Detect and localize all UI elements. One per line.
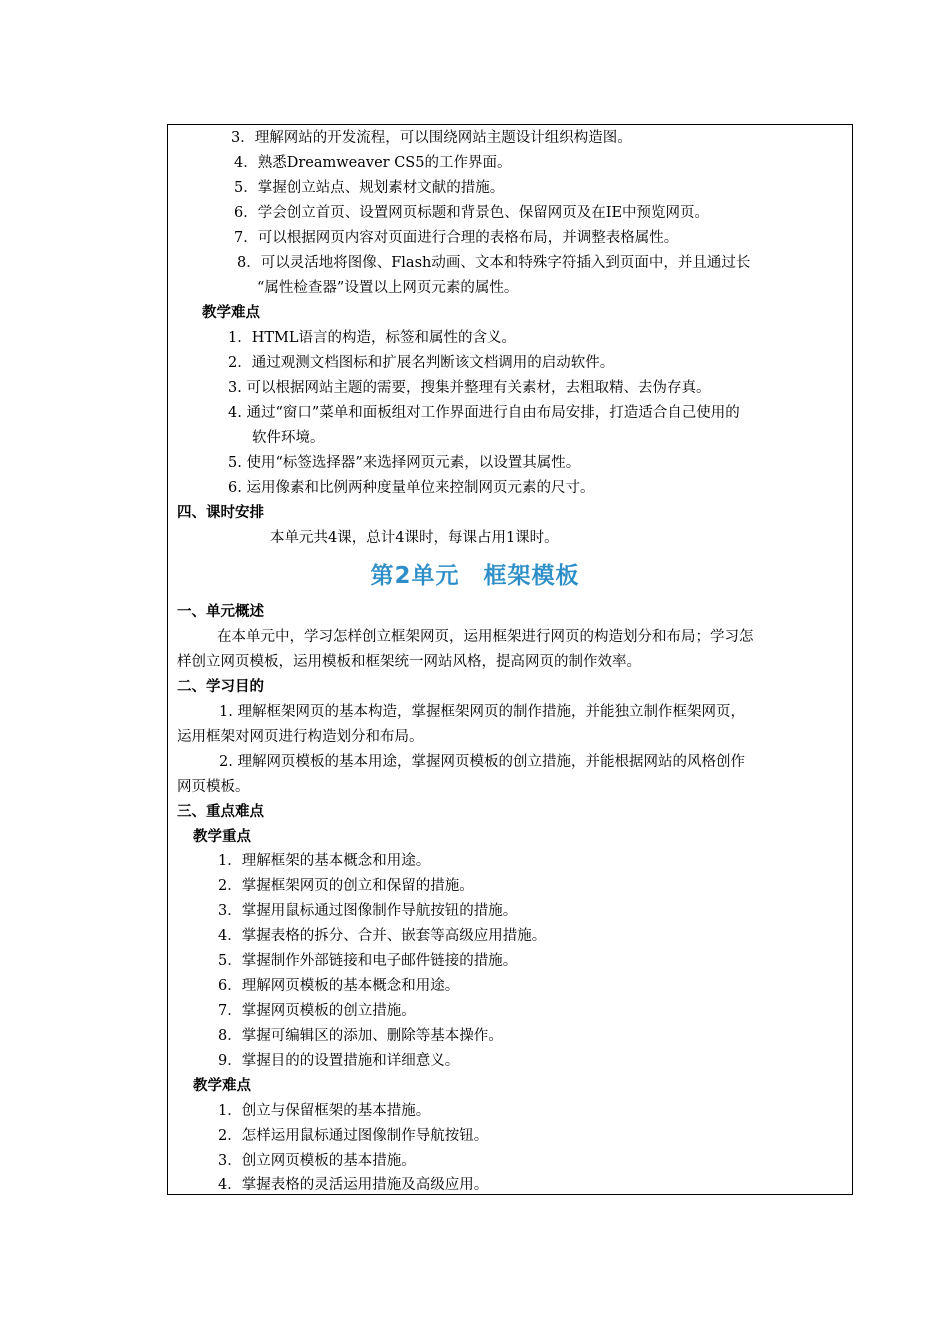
key-heading: 三、重点难点 <box>177 804 264 820</box>
objective-item-6: 6．学会创立首页、设置网页标题和背景色、保留网页及在IE中预览网页。 <box>234 205 710 221</box>
focus-item-9: 9．掌握目的的设置措施和详细意义。 <box>218 1053 460 1069</box>
overview-line-1: 在本单元中，学习怎样创立框架网页，运用框架进行网页的构造划分和布局；学习怎 <box>217 629 754 645</box>
difficulty2-item-3: 3．创立网页模板的基本措施。 <box>218 1153 416 1169</box>
difficulty-item-1: 1．HTML语言的构造，标签和属性的含义。 <box>228 330 517 346</box>
objective-item-8: 8．可以灵活地将图像、Flash动画、文本和特殊字符插入到页面中，并且通过长 <box>237 255 751 271</box>
goals-heading: 二、学习目的 <box>177 679 264 695</box>
focus-item-4: 4．掌握表格的拆分、合并、嵌套等高级应用措施。 <box>218 928 547 944</box>
objective-item-8-cont: “属性检查器”设置以上网页元素的属性。 <box>257 280 519 296</box>
focus-item-5: 5．掌握制作外部链接和电子邮件链接的措施。 <box>218 953 518 969</box>
difficulty2-item-1: 1．创立与保留框架的基本措施。 <box>218 1103 431 1119</box>
focus-item-6: 6．理解网页模板的基本概念和用途。 <box>218 978 460 994</box>
focus-item-8: 8．掌握可编辑区的添加、删除等基本操作。 <box>218 1028 503 1044</box>
focus-item-1: 1．理解框架的基本概念和用途。 <box>218 853 431 869</box>
focus-heading: 教学重点 <box>193 829 251 845</box>
difficulty-item-5: 5. 使用“标签选择器”来选择网页元素，以设置其属性。 <box>228 455 581 471</box>
goals-line-1: 1. 理解框架网页的基本构造，掌握框架网页的制作措施，并能独立制作框架网页， <box>219 704 745 720</box>
schedule-heading: 四、课时安排 <box>177 505 264 521</box>
difficulty-item-2: 2．通过观测文档图标和扩展名判断该文档调用的启动软件。 <box>228 355 615 371</box>
goals-line-2: 运用框架对网页进行构造划分和布局。 <box>177 729 424 745</box>
focus-item-2: 2．掌握框架网页的创立和保留的措施。 <box>218 878 474 894</box>
overview-heading: 一、单元概述 <box>177 604 264 620</box>
difficulty2-item-4: 4．掌握表格的灵活运用措施及高级应用。 <box>218 1177 489 1193</box>
difficulty-item-6: 6. 运用像素和比例两种度量单位来控制网页元素的尺寸。 <box>228 480 595 496</box>
objective-item-4: 4．熟悉Dreamweaver CS5的工作界面。 <box>234 155 512 171</box>
difficulty-item-4: 4. 通过“窗口”菜单和面板组对工作界面进行自由布局安排，打造适合自己使用的 <box>228 405 740 421</box>
focus-item-3: 3．掌握用鼠标通过图像制作导航按钮的措施。 <box>218 903 518 919</box>
difficulty-heading-1: 教学难点 <box>202 305 260 321</box>
difficulty2-item-2: 2．怎样运用鼠标通过图像制作导航按钮。 <box>218 1128 489 1144</box>
objective-item-7: 7．可以根据网页内容对页面进行合理的表格布局，并调整表格属性。 <box>234 230 679 246</box>
goals-line-4: 网页模板。 <box>177 779 250 795</box>
overview-line-2: 样创立网页模板，运用模板和框架统一网站风格，提高网页的制作效率。 <box>177 654 641 670</box>
difficulty-heading-2: 教学难点 <box>193 1078 251 1094</box>
schedule-text: 本单元共4课，总计4课时，每课占用1课时。 <box>270 530 559 546</box>
goals-line-3: 2. 理解网页模板的基本用途，掌握网页模板的创立措施，并能根据网站的风格创作 <box>219 754 745 770</box>
difficulty-item-4-cont: 软件环境。 <box>252 430 325 446</box>
focus-item-7: 7．掌握网页模板的创立措施。 <box>218 1003 416 1019</box>
unit-title: 第2单元 框架模板 <box>370 563 580 589</box>
difficulty-item-3: 3. 可以根据网站主题的需要，搜集并整理有关素材，去粗取精、去伪存真。 <box>228 380 711 396</box>
objective-item-3: 3．理解网站的开发流程，可以围绕网站主题设计组织构造图。 <box>231 130 632 146</box>
objective-item-5: 5．掌握创立站点、规划素材文献的措施。 <box>234 180 505 196</box>
